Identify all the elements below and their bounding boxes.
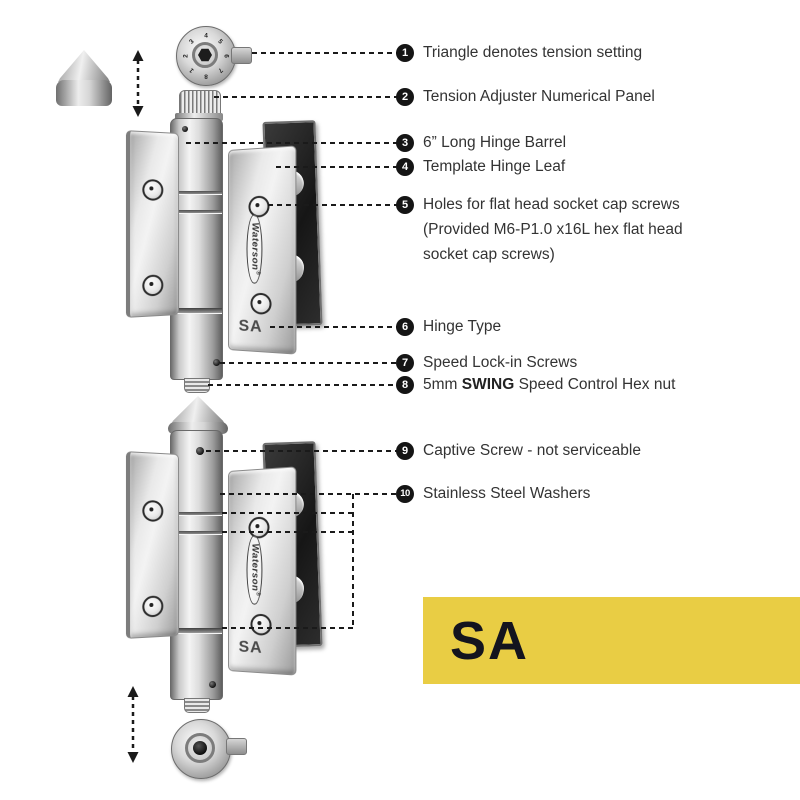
hex-socket-icon	[193, 741, 207, 755]
callout-text: 6” Long Hinge Barrel	[423, 134, 567, 151]
callout-marker: 10	[396, 485, 414, 503]
captive-screw	[196, 447, 204, 455]
callout-marker: 3	[396, 134, 414, 152]
callout-marker: 2	[396, 88, 414, 106]
dial-number: 3	[188, 38, 196, 46]
callout-row-6	[396, 314, 501, 339]
callout-text-part: 5mm	[423, 376, 462, 393]
waterson-logo	[246, 541, 262, 598]
callout-row-10	[396, 481, 590, 506]
callout-marker: 8	[396, 376, 414, 394]
callout-row-5	[396, 192, 708, 267]
dial-number: 7	[216, 66, 224, 74]
dial-number: 6	[222, 54, 230, 58]
callout-text: Speed Lock-in Screws	[423, 354, 578, 371]
callout-text	[423, 372, 675, 397]
brand-text: Waterson	[248, 222, 260, 271]
callout-row-3	[396, 130, 566, 155]
dial-number: 4	[204, 32, 208, 40]
callout-marker: 4	[396, 158, 414, 176]
callout-text: Hinge Type	[423, 318, 502, 335]
callout-marker: 7	[396, 354, 414, 372]
brand-text: Waterson	[248, 543, 260, 592]
callout-text: Captive Screw - not serviceable	[423, 442, 641, 459]
pointed-cap-icon	[171, 396, 225, 424]
leaf-screw	[142, 500, 163, 522]
leaf-type-label: SA	[238, 638, 263, 657]
dial-number: 5	[216, 38, 224, 46]
right-leaf	[228, 466, 296, 675]
callout-row-9	[396, 438, 641, 463]
callout-text-bold: SWING	[461, 376, 515, 393]
callout-row-2	[396, 84, 655, 109]
callout-text: Stainless Steel Washers	[423, 485, 591, 502]
callout-row-4	[396, 154, 565, 179]
callout-text: Template Hinge Leaf	[423, 158, 566, 175]
callout-marker: 6	[396, 318, 414, 336]
callout-text: Tension Adjuster Numerical Panel	[423, 88, 655, 105]
callout-row-8	[396, 372, 675, 397]
leaf-screw	[142, 595, 163, 617]
callout-text: Holes for flat head socket cap screws (Provided M6-P1.0 x16L hex flat head socket cap screws)	[423, 196, 683, 263]
callout-text: Triangle denotes tension setting	[423, 44, 643, 61]
leaf-type-label: SA	[238, 317, 263, 336]
callout-text-part: Speed Control Hex nut	[514, 376, 676, 393]
leaf-screw	[250, 614, 271, 636]
dial-number: 8	[204, 72, 208, 80]
callout-marker: 9	[396, 442, 414, 460]
speed-lock-screw	[209, 681, 216, 688]
callout-marker: 5	[396, 196, 414, 214]
callout-row-1	[396, 40, 642, 65]
sa-badge-label: SA	[450, 610, 530, 671]
dial-tab	[226, 738, 247, 755]
threaded-tip	[184, 698, 210, 713]
registered-mark: ®	[254, 591, 261, 597]
dial-number: 2	[182, 54, 190, 58]
dial-number: 1	[188, 66, 196, 74]
callout-marker: 1	[396, 44, 414, 62]
left-leaf	[126, 451, 179, 639]
registered-mark: ®	[254, 270, 261, 276]
